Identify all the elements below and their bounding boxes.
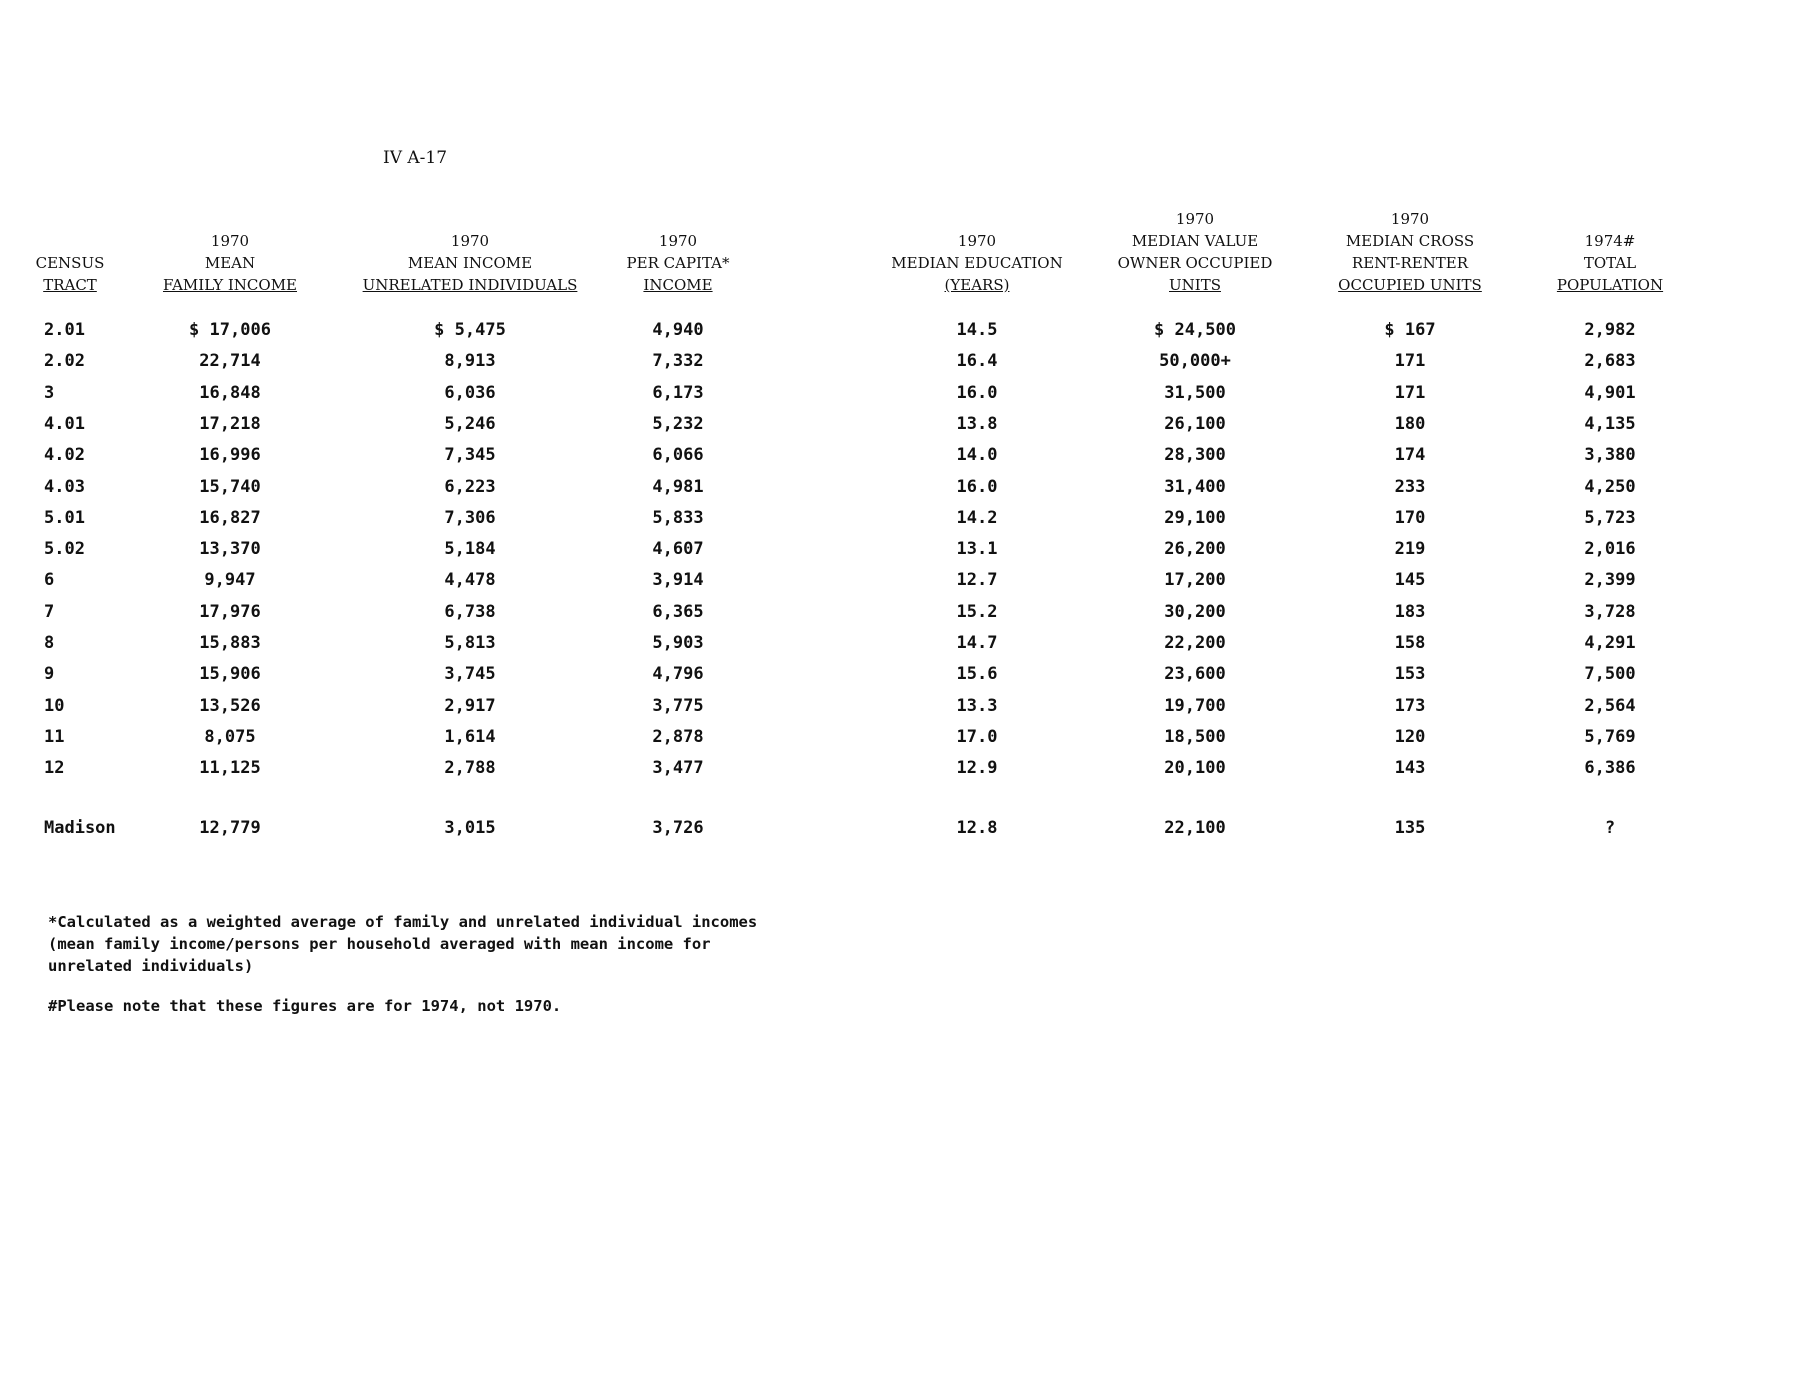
header-unrelated_income-line: MEAN INCOME	[407, 254, 533, 272]
header-per_capita-line: PER CAPITA*	[626, 254, 730, 272]
header-unrelated_income-line: UNRELATED INDIVIDUALS	[362, 276, 578, 294]
table-cell-education: 14.7	[956, 633, 998, 653]
table-cell-rent: 170	[1394, 507, 1426, 528]
table-cell-rent: 153	[1394, 664, 1426, 685]
table-cell-family_income: 15,906	[199, 664, 261, 685]
table-cell-family_income: 13,370	[199, 539, 261, 560]
table-cell-home_value: 31,400	[1164, 476, 1226, 497]
table-cell-per_capita: 6,365	[652, 601, 704, 622]
header-education-line: (YEARS)	[944, 276, 1010, 294]
header-unrelated_income	[363, 230, 578, 296]
header-population-line: 1974#	[1584, 232, 1636, 250]
table-cell-education: 12.9	[956, 758, 998, 779]
table-cell-unrelated_income: 3,745	[444, 664, 496, 685]
header-family_income	[163, 230, 297, 296]
footnote-asterisk-line-1: *Calculated as a weighted average of family and unrelated individual incomes	[48, 913, 758, 931]
table-cell-tract: 6	[44, 570, 55, 591]
header-home_value-line: 1970	[1175, 210, 1215, 228]
table-cell-tract: 7	[44, 601, 55, 622]
header-home_value-line: OWNER OCCUPIED	[1117, 254, 1273, 272]
table-cell-per_capita: 6,066	[652, 445, 704, 466]
table-cell-population: 3,380	[1584, 445, 1636, 466]
table-cell-family_income: 13,526	[199, 695, 261, 716]
table-cell-tract: 8	[44, 633, 55, 653]
table-cell-per_capita: 3,775	[652, 695, 704, 716]
table-cell-education: 13.1	[956, 539, 998, 560]
table-cell-per_capita: 4,796	[652, 664, 704, 685]
table-cell-family_income: 15,740	[199, 476, 261, 497]
table-cell-population: 4,901	[1584, 382, 1636, 403]
header-tract	[36, 252, 105, 296]
header-per_capita-line: INCOME	[643, 276, 713, 294]
table-cell-tract: 5.02	[44, 539, 85, 560]
header-population	[1557, 230, 1663, 296]
table-cell-unrelated_income: 1,614	[444, 726, 496, 747]
table-cell-per_capita: 3,477	[652, 758, 704, 779]
table-cell-rent: 120	[1394, 726, 1426, 747]
table-cell-home_value: $ 24,500	[1154, 320, 1236, 340]
table-cell-home_value: 18,500	[1164, 726, 1226, 747]
table-cell-per_capita: 4,940	[652, 320, 704, 340]
table-cell-unrelated_income: 5,813	[444, 633, 496, 653]
table-cell-family_income: 22,714	[199, 351, 261, 372]
table-cell-education: 14.2	[956, 507, 998, 528]
summary-cell-home_value: 22,100	[1164, 818, 1226, 838]
table-cell-rent: $ 167	[1384, 320, 1436, 340]
table-cell-rent: 143	[1394, 758, 1426, 779]
table-cell-home_value: 31,500	[1164, 382, 1226, 403]
header-tract-line: TRACT	[43, 276, 97, 294]
summary-cell-family_income: 12,779	[199, 818, 261, 838]
summary-cell-unrelated_income: 3,015	[444, 818, 496, 838]
header-home_value-line: UNITS	[1169, 276, 1221, 294]
table-cell-home_value: 19,700	[1164, 695, 1226, 716]
table-cell-tract: 5.01	[44, 507, 85, 528]
table-cell-tract: 3	[44, 382, 55, 403]
table-cell-education: 16.4	[956, 351, 998, 372]
table-cell-unrelated_income: 4,478	[444, 570, 496, 591]
table-cell-unrelated_income: 7,306	[444, 507, 496, 528]
table-cell-population: 5,723	[1584, 507, 1636, 528]
table-cell-rent: 145	[1394, 570, 1426, 591]
table-cell-family_income: $ 17,006	[189, 320, 271, 340]
table-cell-education: 13.8	[956, 413, 998, 434]
table-cell-family_income: 17,976	[199, 601, 261, 622]
table-cell-rent: 219	[1394, 539, 1426, 560]
table-cell-rent: 183	[1394, 601, 1426, 622]
table-cell-population: 2,399	[1584, 570, 1636, 591]
table-cell-rent: 173	[1394, 695, 1426, 716]
table-cell-population: 6,386	[1584, 758, 1636, 779]
header-home_value	[1118, 208, 1273, 296]
table-cell-per_capita: 5,232	[652, 413, 704, 434]
table-cell-home_value: 26,200	[1164, 539, 1226, 560]
table-cell-family_income: 17,218	[199, 413, 261, 434]
summary-cell-population: ?	[1604, 818, 1616, 838]
table-cell-family_income: 16,996	[199, 445, 261, 466]
header-education	[891, 230, 1062, 296]
table-cell-population: 2,683	[1584, 351, 1636, 372]
table-cell-tract: 2.01	[44, 320, 85, 340]
footnote-hash: #Please note that these figures are for 1974, not 1970.	[48, 997, 562, 1015]
table-cell-education: 17.0	[956, 726, 998, 747]
table-cell-education: 14.0	[956, 445, 998, 466]
table-cell-tract: 4.01	[44, 413, 85, 434]
table-cell-unrelated_income: 6,738	[444, 601, 496, 622]
table-cell-tract: 4.03	[44, 476, 85, 497]
table-cell-per_capita: 5,833	[652, 507, 704, 528]
table-cell-home_value: 28,300	[1164, 445, 1226, 466]
table-cell-per_capita: 5,903	[652, 633, 704, 653]
header-unrelated_income-line: 1970	[450, 232, 490, 250]
table-cell-population: 4,135	[1584, 413, 1636, 434]
summary-cell-per_capita: 3,726	[652, 818, 704, 838]
table-cell-education: 15.2	[956, 601, 998, 622]
table-cell-per_capita: 2,878	[652, 726, 704, 747]
summary-cell-rent: 135	[1394, 818, 1426, 838]
table-cell-education: 14.5	[956, 320, 998, 340]
table-cell-rent: 171	[1394, 382, 1426, 403]
table-cell-tract: 4.02	[44, 445, 85, 466]
table-cell-home_value: 20,100	[1164, 758, 1226, 779]
table-cell-unrelated_income: 2,917	[444, 695, 496, 716]
table-cell-family_income: 15,883	[199, 633, 261, 653]
table-cell-population: 5,769	[1584, 726, 1636, 747]
table-cell-per_capita: 3,914	[652, 570, 704, 591]
table-cell-tract: 11	[44, 726, 65, 747]
table-cell-home_value: 22,200	[1164, 633, 1226, 653]
table-cell-education: 12.7	[956, 570, 998, 591]
table-cell-unrelated_income: $ 5,475	[434, 320, 506, 340]
header-population-line: POPULATION	[1556, 276, 1664, 294]
table-cell-per_capita: 7,332	[652, 351, 704, 372]
table-cell-rent: 171	[1394, 351, 1426, 372]
table-cell-education: 16.0	[956, 476, 998, 497]
table-cell-tract: 2.02	[44, 351, 85, 372]
header-per_capita-line: 1970	[658, 232, 698, 250]
table-cell-population: 2,016	[1584, 539, 1636, 560]
table-cell-unrelated_income: 6,036	[444, 382, 496, 403]
header-per_capita	[627, 230, 730, 296]
table-cell-population: 3,728	[1584, 601, 1636, 622]
footnote-asterisk-line-3: unrelated individuals)	[48, 957, 254, 975]
header-education-line: 1970	[957, 232, 997, 250]
header-rent-line: MEDIAN CROSS	[1345, 232, 1475, 250]
table-cell-family_income: 9,947	[204, 570, 256, 591]
header-education-line: MEDIAN EDUCATION	[891, 254, 1063, 272]
table-cell-rent: 180	[1394, 413, 1426, 434]
table-cell-education: 13.3	[956, 695, 998, 716]
header-family_income-line: MEAN	[204, 254, 256, 272]
table-cell-unrelated_income: 5,246	[444, 413, 496, 434]
summary-cell-tract: Madison	[44, 818, 116, 838]
table-cell-population: 2,564	[1584, 695, 1636, 716]
header-rent	[1338, 208, 1482, 296]
table-cell-education: 15.6	[956, 664, 998, 685]
table-cell-tract: 9	[44, 664, 55, 685]
table-cell-family_income: 8,075	[204, 726, 256, 747]
header-rent-line: OCCUPIED UNITS	[1338, 276, 1482, 294]
table-cell-home_value: 29,100	[1164, 507, 1226, 528]
header-family_income-line: FAMILY INCOME	[162, 276, 298, 294]
table-cell-per_capita: 6,173	[652, 382, 704, 403]
table-cell-unrelated_income: 2,788	[444, 758, 496, 779]
table-cell-rent: 174	[1394, 445, 1426, 466]
table-cell-per_capita: 4,607	[652, 539, 704, 560]
header-population-line: TOTAL	[1583, 254, 1637, 272]
table-cell-unrelated_income: 6,223	[444, 476, 496, 497]
table-cell-population: 7,500	[1584, 664, 1636, 685]
table-cell-home_value: 17,200	[1164, 570, 1226, 591]
table-cell-population: 2,982	[1584, 320, 1636, 340]
table-cell-unrelated_income: 5,184	[444, 539, 496, 560]
table-cell-population: 4,291	[1584, 633, 1636, 653]
table-cell-unrelated_income: 7,345	[444, 445, 496, 466]
table-cell-unrelated_income: 8,913	[444, 351, 496, 372]
summary-cell-education: 12.8	[956, 818, 998, 838]
table-cell-family_income: 11,125	[199, 758, 261, 779]
header-tract-line: CENSUS	[35, 254, 105, 272]
table-cell-home_value: 30,200	[1164, 601, 1226, 622]
table-cell-rent: 233	[1394, 476, 1426, 497]
table-cell-family_income: 16,848	[199, 382, 261, 403]
table-cell-tract: 10	[44, 695, 65, 716]
table-cell-tract: 12	[44, 758, 65, 779]
header-rent-line: 1970	[1390, 210, 1430, 228]
header-home_value-line: MEDIAN VALUE	[1131, 232, 1259, 250]
table-cell-rent: 158	[1394, 633, 1426, 653]
table-cell-population: 4,250	[1584, 476, 1636, 497]
page-reference: IV A-17	[383, 148, 448, 168]
table-cell-home_value: 23,600	[1164, 664, 1226, 685]
footnote-asterisk-line-2: (mean family income/persons per household averaged with mean income for	[48, 935, 711, 953]
table-cell-education: 16.0	[956, 382, 998, 403]
header-rent-line: RENT-RENTER	[1351, 254, 1469, 272]
table-cell-per_capita: 4,981	[652, 476, 704, 497]
table-cell-home_value: 26,100	[1164, 413, 1226, 434]
header-family_income-line: 1970	[210, 232, 250, 250]
table-cell-family_income: 16,827	[199, 507, 261, 528]
table-cell-home_value: 50,000+	[1159, 351, 1231, 372]
